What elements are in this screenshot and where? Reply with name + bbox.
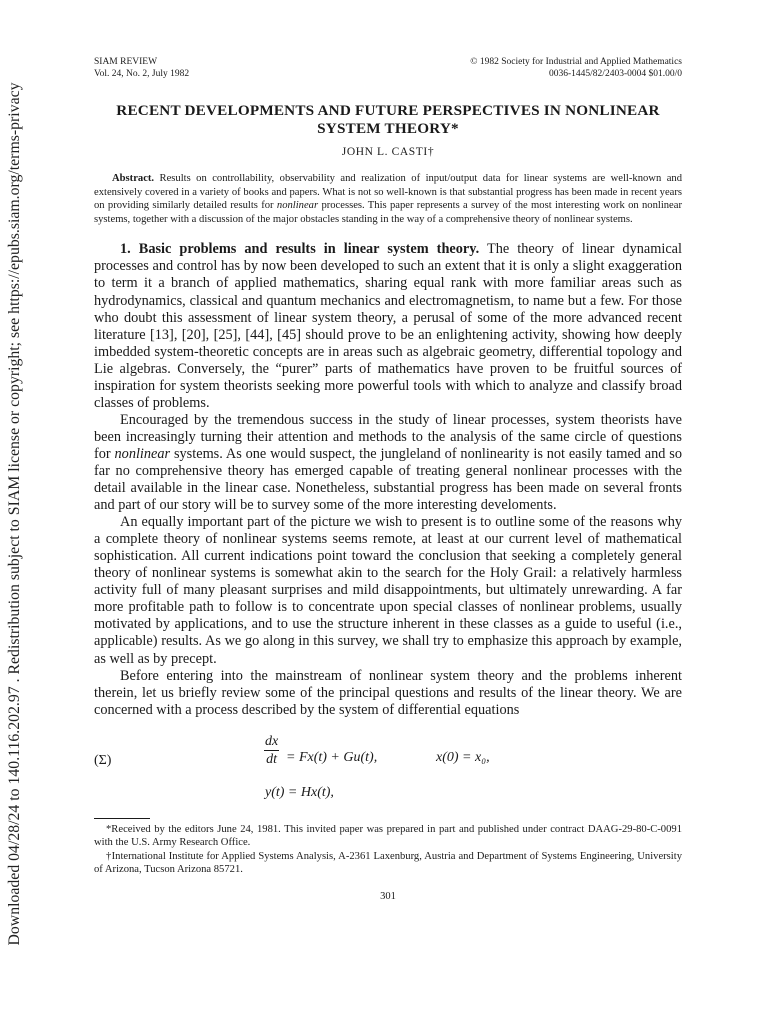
derivative-fraction (264, 733, 279, 768)
journal-info (94, 57, 189, 80)
abstract-text-start: Results on controllability, observability and realization of input/output data for linear systems are well-known and extensively covered in a variety of books and papers. What is not so well-known is that substantial progress has been made in recent years on providing similarly detailed results for (94, 173, 682, 212)
paragraph-3: An equally important part of the picture we wish to present is to outline some of the reasons why a complete theory of nonlinear systems seems remote, at least at our current level of mathematical sophistication. All current indications point toward the conclusion that seeking a completely general theory of nonlinear systems is somewhat akin to the search for the Holy Grail: a relatively harmless activity full of many pleasant surprises and mild disappointments, but ultimately unrewarding. A far more profitable path to follow is to concentrate upon special classes of nonlinear problems, usually motivated by applications, and to use the structure inherent in these classes as a guide to useful (i.e., applicable) results. As we go along in this survey, we shall try to emphasize this approach by example, as well as by precept. (94, 514, 682, 667)
paragraph-2-start: Encouraged by the tremendous success in the study of linear processes, system theorists have been increasingly turning their attention and methods to the analysis of the same circle of questions for (94, 411, 682, 462)
page-number: 301 (380, 890, 396, 902)
abstract-text-end: processes. This paper represents a survey of the most interesting work on nonlinear systems, together with a discussion of the major obstacles standing in the way of a comprehensive theory of nonlinear systems. (94, 200, 682, 225)
footnote-rule (94, 818, 150, 819)
title-line-1: RECENT DEVELOPMENTS AND FUTURE PERSPECTIVES IN NONLINEAR (116, 102, 660, 119)
author-name: JOHN L. CASTI† (341, 146, 435, 158)
footnote-affiliation: †International Institute for Applied Systems Analysis, A-2361 Laxenburg, Austria and Department of Systems Engineering, University of Arizona, Tucson Arizona 85721. (94, 850, 682, 876)
journal-volume: Vol. 24, No. 2, July 1982 (94, 68, 190, 79)
article-code: 0036-1445/82/2403-0004 $01.00/0 (549, 68, 682, 79)
equation-label: (Σ) (94, 752, 112, 768)
system-equation (94, 731, 682, 801)
article-body (94, 241, 682, 718)
fraction-denominator: dt (266, 751, 278, 767)
fraction-numerator: dx (265, 733, 279, 749)
copyright-line: © 1982 Society for Industrial and Applied Mathematics (470, 57, 682, 67)
paper-page (94, 57, 682, 902)
download-notice (3, 0, 27, 1024)
running-header (94, 57, 682, 80)
initial-condition: x(0) = x₀, (436, 749, 490, 765)
download-notice-text: Downloaded 04/28/24 to 140.116.202.97 . Redistribution subject to SIAM license or copyright; see https://epubs.siam.org/terms-privacy (6, 82, 23, 946)
journal-name: SIAM REVIEW (94, 57, 158, 67)
paragraph-2-end: systems. As one would suspect, the jungleland of nonlinearity is not easily tamed and so far no comprehensive theory has emerged capable of treating general nonlinear processes with the detail available in the linear case. Nonetheless, substantial progress has been made on several fronts and part of our story will be to survey some of the more interesting develoments. (94, 445, 682, 514)
paragraph-1 (94, 241, 682, 411)
copyright-info (470, 57, 682, 80)
section-heading: 1. Basic problems and results in linear system theory. (120, 241, 480, 258)
paragraph-2-italic-term: nonlinear (114, 445, 171, 462)
state-equation-rhs: = Fx(t) + Gu(t), (286, 749, 378, 765)
abstract (94, 172, 682, 226)
paragraph-1-text: The theory of linear dynamical processes and control has by now been developed to such an extent that it is only a slight exaggeration to term it a branch of applied mathematics, sharing equal rank with more familiar areas such as hydrodynamics, classical and quantum mechanics and electromagnetism, to name but a few. For those who doubt this assessment of linear system theory, a perusal of some of the more advanced recent literature [13], [20], [25], [44], [45] should prove to be an enlightening activity, showing how deeply imbedded system-theoretic concepts are in areas such as algebraic geometry, differential topology and Lie algebras. Conversely, the “purer” parts of mathematics have proven to be fruitful sources of inspiration for system theorists seeking more powerful tools with which to analyze and classify broad classes of problems. (94, 241, 682, 411)
footnotes (94, 823, 682, 877)
footnote-received: *Received by the editors June 24, 1981. This invited paper was prepared in part and published under contract DAAG-29-80-C-0091 with the U.S. Army Research Office. (94, 823, 682, 849)
paper-title (94, 102, 682, 138)
abstract-label: Abstract. (112, 173, 155, 184)
paragraph-4: Before entering into the mainstream of nonlinear system theory and the problems inherent therein, let us briefly review some of the principal questions and results of the linear theory. We are concerned with a process described by the system of differential equations (94, 667, 682, 718)
title-line-2: SYSTEM THEORY* (317, 120, 459, 137)
paragraph-2 (94, 412, 682, 514)
abstract-italic-term: nonlinear (276, 200, 319, 212)
output-equation: y(t) = Hx(t), (265, 784, 334, 800)
